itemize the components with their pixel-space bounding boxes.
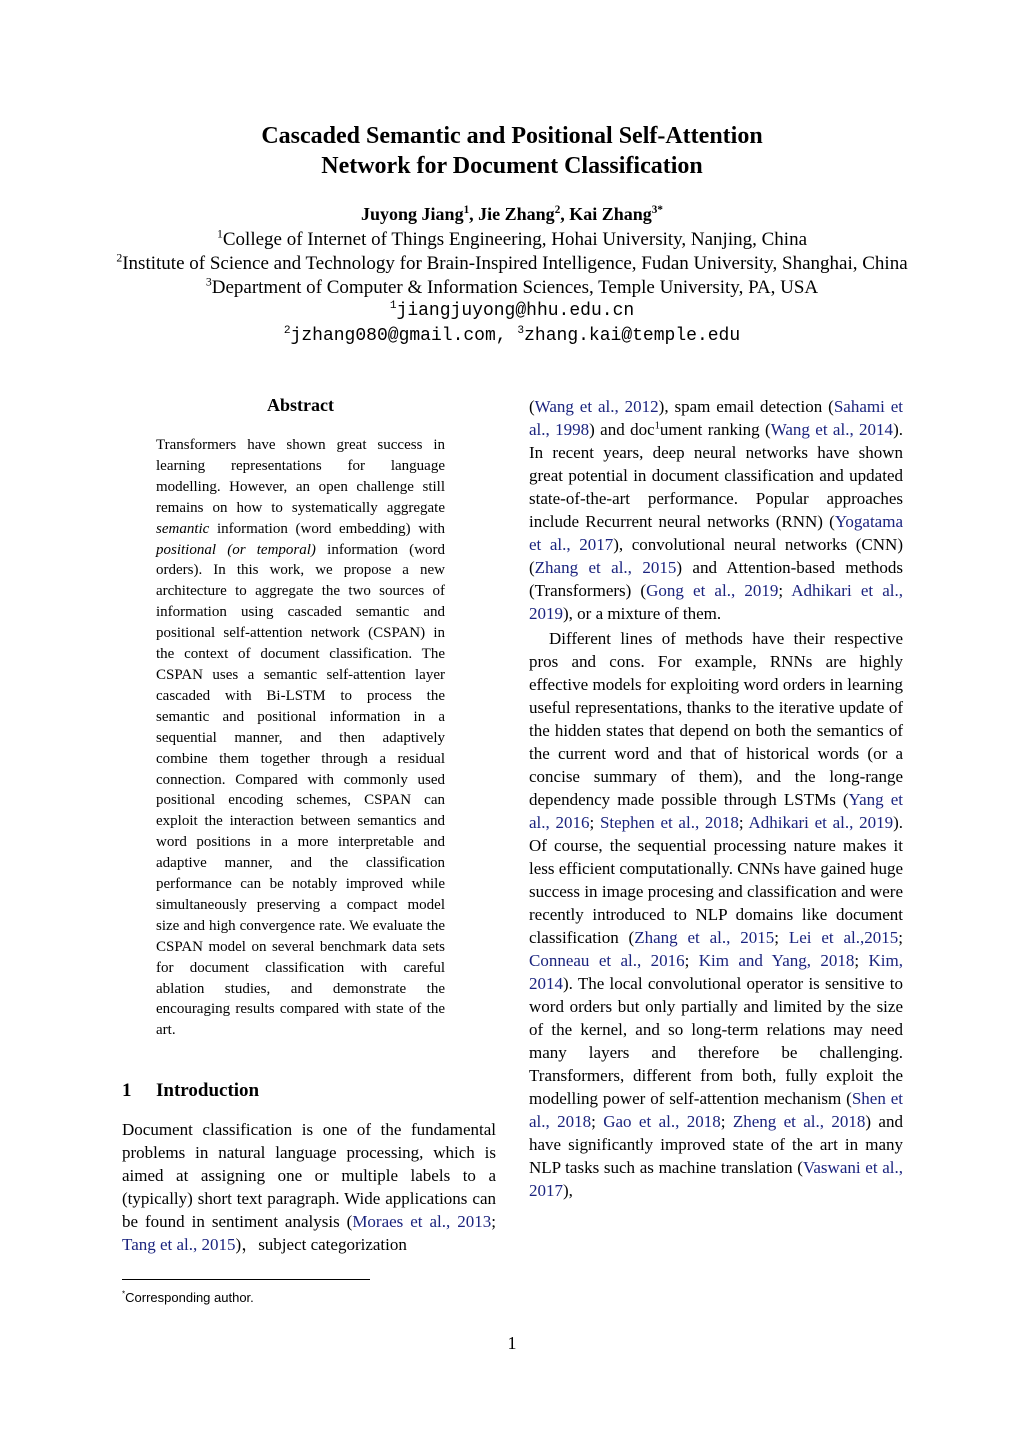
- email-mark: 3: [517, 325, 525, 337]
- body-text: Different lines of methods have their respective pros and cons. For example, RNNs are highly effective models for exploiting word orders in learning useful representations, thanks to the iterative update of the hidden states that depend on both the semantics of the current word and that of historical words (or a concise summary of them), and the long-range dependency made possible through LSTMs (: [529, 629, 903, 809]
- citation-link[interactable]: Shen et al., 2018: [529, 1089, 903, 1131]
- citation-link[interactable]: Conneau et al., 2016: [529, 951, 685, 970]
- citation-link[interactable]: Zhang et al., 2015: [634, 928, 775, 947]
- citation-link[interactable]: Kim and Yang, 2018: [698, 951, 855, 970]
- citation-link[interactable]: Zhang et al., 2015: [534, 558, 677, 577]
- affiliation-text: Institute of Science and Technology for Brain-Inspired Intelligence, Fudan University, Shanghai, China: [122, 253, 908, 274]
- body-text: ). Of course, the sequential processing nature makes it less efficient computationally. CNNs have gained huge success in image procesing and classification and were recently introduced to NLP domains like document classification (: [529, 813, 903, 947]
- affiliation: [0, 252, 1024, 276]
- section-title: Introduction: [156, 1080, 260, 1101]
- body-text: ;: [738, 813, 749, 832]
- body-text: ). In recent years, deep neural networks have shown great potential in document classification and updated state-of-the-art performance. Popular approaches include Recurrent neural networks (RNN) (: [529, 420, 903, 531]
- author-name: Kai Zhang: [569, 204, 652, 224]
- footnote: [122, 1290, 522, 1305]
- body-text: Document classification is one of the fundamental problems in natural language processing, which is aimed at assigning one or multiple labels to a (typically) short text paragraph. Wide applications can be found in sentiment analysis (: [122, 1120, 496, 1232]
- body-text: ), spam email detection (: [658, 397, 834, 416]
- author-list: [0, 201, 1024, 227]
- author-name: Jie Zhang: [478, 204, 555, 224]
- author-separator: ,: [469, 204, 479, 224]
- abstract-emphasis: positional (or temporal): [156, 541, 316, 558]
- right-paragraph-1: [529, 395, 903, 625]
- affiliation-text: Department of Computer & Information Sciences, Temple University, PA, USA: [211, 277, 819, 298]
- title-line-1: Cascaded Semantic and Positional Self-Attention: [261, 123, 763, 149]
- citation-link[interactable]: Moraes et al., 2013: [352, 1212, 492, 1232]
- citation-link[interactable]: Tang et al., 2015: [122, 1235, 236, 1255]
- citation-link[interactable]: Adhikari et al., 2019: [529, 581, 903, 623]
- body-text: ),: [563, 1181, 573, 1200]
- affiliation-mark: 2: [116, 251, 123, 265]
- footnote-mark: 1: [654, 420, 660, 432]
- body-text: ;: [774, 928, 789, 947]
- abstract-body: [156, 435, 445, 1041]
- citation-link[interactable]: Gong et al., 2019: [646, 581, 779, 600]
- email: zhang.kai@temple.edu: [524, 326, 741, 346]
- body-text: )，subject categorization: [235, 1235, 407, 1255]
- citation-link[interactable]: Lei et al.,2015: [788, 928, 899, 947]
- body-text: ;: [589, 813, 600, 832]
- email: jiangjuyong@hhu.edu.cn: [396, 301, 635, 321]
- citation-link[interactable]: Yang et al., 2016: [529, 790, 904, 832]
- affiliation-mark: 1: [216, 227, 223, 241]
- body-text: ;: [854, 951, 869, 970]
- introduction-paragraph: [122, 1118, 496, 1257]
- body-text: ), or a mixture of them.: [563, 604, 722, 623]
- citation-link[interactable]: Wang et al., 2014: [770, 420, 894, 439]
- body-text: ) and Attention-based methods (Transformers) (: [529, 558, 903, 600]
- email: jzhang080@gmail.com,: [290, 326, 507, 346]
- abstract-emphasis: semantic: [156, 520, 210, 537]
- citation-link[interactable]: Wang et al., 2012: [534, 397, 659, 416]
- citation-link[interactable]: Adhikari et al., 2019: [748, 813, 894, 832]
- right-paragraph-2: [529, 627, 903, 1202]
- body-text: ;: [778, 581, 792, 600]
- page-number: 1: [507, 1333, 517, 1353]
- body-text: ;: [684, 951, 699, 970]
- citation-link[interactable]: Gao et al., 2018: [603, 1112, 721, 1131]
- author-mark: 1: [463, 204, 470, 216]
- title-line-2: Network for Document Classification: [321, 153, 703, 179]
- body-text: ;: [898, 928, 903, 947]
- footnote-text: Corresponding author.: [125, 1290, 254, 1305]
- citation-link[interactable]: Sahami et al., 1998: [529, 397, 903, 439]
- email-line: [0, 299, 1024, 323]
- body-text: (: [529, 397, 535, 416]
- citation-link[interactable]: Stephen et al., 2018: [599, 813, 739, 832]
- citation-link[interactable]: Zheng et al., 2018: [732, 1112, 866, 1131]
- affiliation-text: College of Internet of Things Engineering, Hohai University, Nanjing, China: [222, 229, 808, 250]
- author-mark: 3*: [651, 204, 663, 216]
- body-text: ;: [591, 1112, 604, 1131]
- abstract-text: Transformers have shown great success in learning representations for language modelling. However, an open challenge still remains on how to systematically aggregate: [156, 437, 445, 516]
- right-column: [529, 395, 903, 1202]
- affiliation: [0, 276, 1024, 300]
- author-mark: 2: [554, 204, 561, 216]
- body-text: ), convolutional neural networks (CNN) (: [529, 535, 903, 577]
- body-text: ) and doc: [589, 420, 655, 439]
- citation-link[interactable]: Kim, 2014: [529, 951, 903, 993]
- footnote-mark: *: [122, 1289, 126, 1299]
- body-text: ument ranking (: [659, 420, 771, 439]
- affiliation-mark: 3: [205, 275, 212, 289]
- email-line: [0, 324, 1024, 348]
- body-text: ;: [720, 1112, 733, 1131]
- body-text: ). The local convolutional operator is sensitive to word orders but only partially and limited by the size of the kernel, and so long-term relations may need many layers and therefore be challenging. Transformers, different from both, fully exploit the modelling power of self-attention mechanism (: [529, 974, 903, 1108]
- paper-title: [0, 121, 1024, 181]
- abstract-text: information (word embedding) with: [209, 520, 445, 537]
- author-name: Juyong Jiang: [361, 204, 464, 224]
- affiliation: [0, 228, 1024, 252]
- section-heading: [122, 1080, 502, 1102]
- abstract-heading: Abstract: [267, 395, 334, 415]
- email-mark: 1: [389, 300, 397, 312]
- author-separator: ,: [560, 204, 570, 224]
- email-mark: 2: [283, 325, 291, 337]
- body-text: ;: [491, 1212, 496, 1232]
- section-number: 1: [122, 1080, 132, 1101]
- citation-link[interactable]: Yogatama et al., 2017: [529, 512, 903, 554]
- body-text: ) and have significantly improved state of the art in many NLP tasks such as machine translation (: [529, 1112, 903, 1177]
- citation-link[interactable]: Vaswani et al., 2017: [529, 1158, 904, 1200]
- footnote-rule: [122, 1279, 370, 1280]
- abstract-text: information (word orders). In this work, we propose a new architecture to aggregate the two sources of information using cascaded semantic and positional self-attention network (CSPAN) in the context of document classification. The CSPAN uses a semantic self-attention layer cascaded with Bi-LSTM to process the semantic and positional information in a sequential manner, and then adaptively combine them together through a residual connection. Compared with commonly used positional encoding schemes, CSPAN can exploit the interaction between semantics and word positions in a more interpretable and adaptive manner, and the classification performance can be notably improved while simultaneously preserving a compact model size and high convergence rate. We evaluate the CSPAN model on several benchmark data sets for document classification with careful ablation studies, and demonstrate the encouraging results compared with state of the art.: [156, 541, 446, 1039]
